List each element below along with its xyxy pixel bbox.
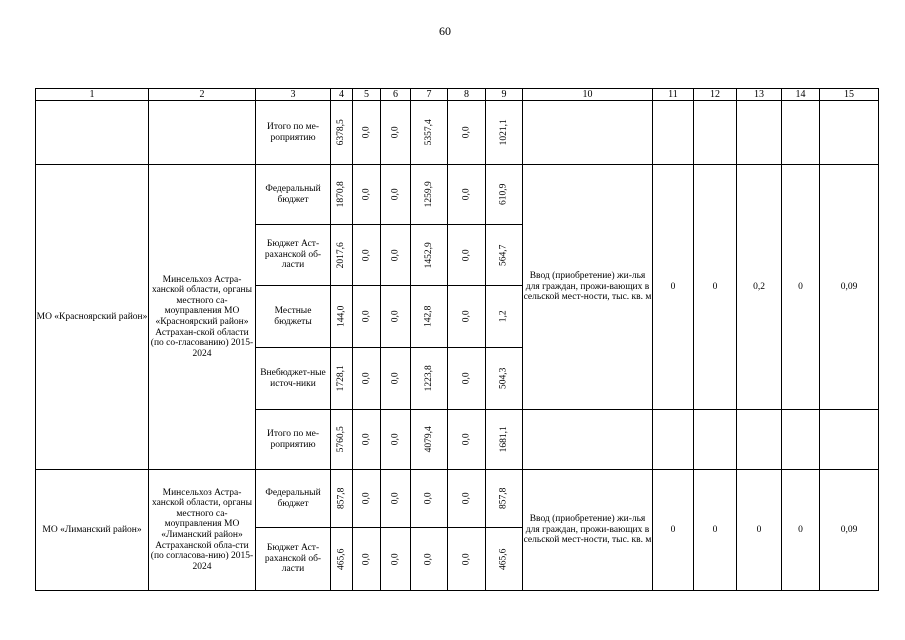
value-cell: 5760,5	[331, 410, 353, 470]
mo-cell	[36, 101, 149, 165]
value-cell: 0,0	[353, 101, 381, 165]
value-cell: 2017,6	[331, 225, 353, 286]
program-table	[35, 88, 879, 591]
header-cell: 10	[523, 89, 653, 101]
value-cell: 0,0	[353, 286, 381, 348]
target-cell	[653, 410, 694, 470]
goal-cell	[523, 410, 653, 470]
value-cell: 0,0	[381, 286, 411, 348]
value-cell: 0,0	[381, 410, 411, 470]
value-cell: 144,0	[331, 286, 353, 348]
target-cell: 0	[694, 470, 737, 591]
header-cell: 6	[381, 89, 411, 101]
value-cell: 0,0	[353, 225, 381, 286]
header-cell: 7	[411, 89, 448, 101]
value-cell: 0,0	[381, 225, 411, 286]
target-cell: 0	[653, 470, 694, 591]
header-cell: 4	[331, 89, 353, 101]
value-cell: 1259,9	[411, 165, 448, 225]
funding-source: Итого по ме-роприятию	[256, 101, 331, 165]
org-cell: Минсельхоз Астра-ханской области, органы местного са-моуправления МО «Красноярский район» Астрахан-ской области (по со-гласованию) 2015-2024	[149, 165, 256, 470]
municipality-cell: МО «Лиманский район»	[36, 470, 149, 591]
target-cell	[737, 101, 782, 165]
value-cell: 1870,8	[331, 165, 353, 225]
value-cell: 1681,1	[486, 410, 523, 470]
header-cell: 12	[694, 89, 737, 101]
value-cell: 6378,5	[331, 101, 353, 165]
target-cell: 0,2	[737, 165, 782, 410]
value-cell: 0,0	[353, 348, 381, 410]
value-cell: 465,6	[331, 528, 353, 591]
funding-source: Итого по ме-роприятию	[256, 410, 331, 470]
value-cell: 1223,8	[411, 348, 448, 410]
value-cell: 610,9	[486, 165, 523, 225]
target-cell	[653, 101, 694, 165]
funding-source: Бюджет Аст-раханской об-ласти	[256, 225, 331, 286]
target-cell: 0	[653, 165, 694, 410]
target-cell	[820, 101, 879, 165]
value-cell: 0,0	[381, 101, 411, 165]
value-cell: 0,0	[448, 165, 486, 225]
value-cell: 5357,4	[411, 101, 448, 165]
header-cell: 1	[36, 89, 149, 101]
target-cell: 0,09	[820, 470, 879, 591]
value-cell: 564,7	[486, 225, 523, 286]
header-cell: 9	[486, 89, 523, 101]
value-cell: 0,0	[353, 165, 381, 225]
value-cell: 0,0	[448, 286, 486, 348]
value-cell: 0,0	[381, 165, 411, 225]
value-cell: 0,0	[411, 470, 448, 528]
funding-source: Внебюджет-ные источ-ники	[256, 348, 331, 410]
funding-source: Федеральный бюджет	[256, 470, 331, 528]
target-cell	[782, 410, 820, 470]
funding-source: Федеральный бюджет	[256, 165, 331, 225]
target-cell	[694, 101, 737, 165]
target-cell	[782, 101, 820, 165]
value-cell: 0,0	[381, 348, 411, 410]
value-cell: 0,0	[448, 101, 486, 165]
value-cell: 1452,9	[411, 225, 448, 286]
table-row	[36, 101, 879, 165]
value-cell: 857,8	[486, 470, 523, 528]
goal-cell: Ввод (приобретение) жи-лья для граждан, прожи-вающих в сельской мест-ности, тыс. кв. м	[523, 165, 653, 410]
value-cell: 465,6	[486, 528, 523, 591]
target-cell: 0,09	[820, 165, 879, 410]
value-cell: 0,0	[448, 410, 486, 470]
target-cell: 0	[694, 165, 737, 410]
value-cell: 504,3	[486, 348, 523, 410]
value-cell: 1,2	[486, 286, 523, 348]
table-row	[36, 470, 879, 528]
target-cell: 0	[782, 470, 820, 591]
header-cell: 11	[653, 89, 694, 101]
header-cell: 2	[149, 89, 256, 101]
header-cell: 8	[448, 89, 486, 101]
value-cell: 0,0	[448, 348, 486, 410]
goal-cell: Ввод (приобретение) жи-лья для граждан, прожи-вающих в сельской мест-ности, тыс. кв. м	[523, 470, 653, 591]
value-cell: 0,0	[448, 225, 486, 286]
value-cell: 857,8	[331, 470, 353, 528]
header-cell: 15	[820, 89, 879, 101]
value-cell: 1728,1	[331, 348, 353, 410]
funding-source: Местные бюджеты	[256, 286, 331, 348]
funding-source: Бюджет Аст-раханской об-ласти	[256, 528, 331, 591]
value-cell: 142,8	[411, 286, 448, 348]
value-cell: 0,0	[448, 470, 486, 528]
municipality-cell: МО «Красноярский район»	[36, 165, 149, 470]
target-cell: 0	[782, 165, 820, 410]
value-cell: 0,0	[411, 528, 448, 591]
org-cell	[149, 101, 256, 165]
value-cell: 0,0	[353, 528, 381, 591]
value-cell: 0,0	[353, 470, 381, 528]
target-cell	[820, 410, 879, 470]
target-cell: 0	[737, 470, 782, 591]
target-cell	[737, 410, 782, 470]
header-cell: 5	[353, 89, 381, 101]
header-cell: 13	[737, 89, 782, 101]
table-row	[36, 165, 879, 225]
target-cell	[694, 410, 737, 470]
header-cell: 3	[256, 89, 331, 101]
value-cell: 0,0	[381, 528, 411, 591]
value-cell: 0,0	[448, 528, 486, 591]
page-number: 60	[439, 24, 451, 38]
goal-cell	[523, 101, 653, 165]
org-cell: Минсельхоз Астра-ханской области, органы местного са-моуправления МО «Лиманский район» Астраханской обла-сти (по согласова-нию) 2015-2024	[149, 470, 256, 591]
value-cell: 1021,1	[486, 101, 523, 165]
value-cell: 0,0	[381, 470, 411, 528]
header-row	[36, 89, 879, 101]
value-cell: 4079,4	[411, 410, 448, 470]
header-cell: 14	[782, 89, 820, 101]
value-cell: 0,0	[353, 410, 381, 470]
